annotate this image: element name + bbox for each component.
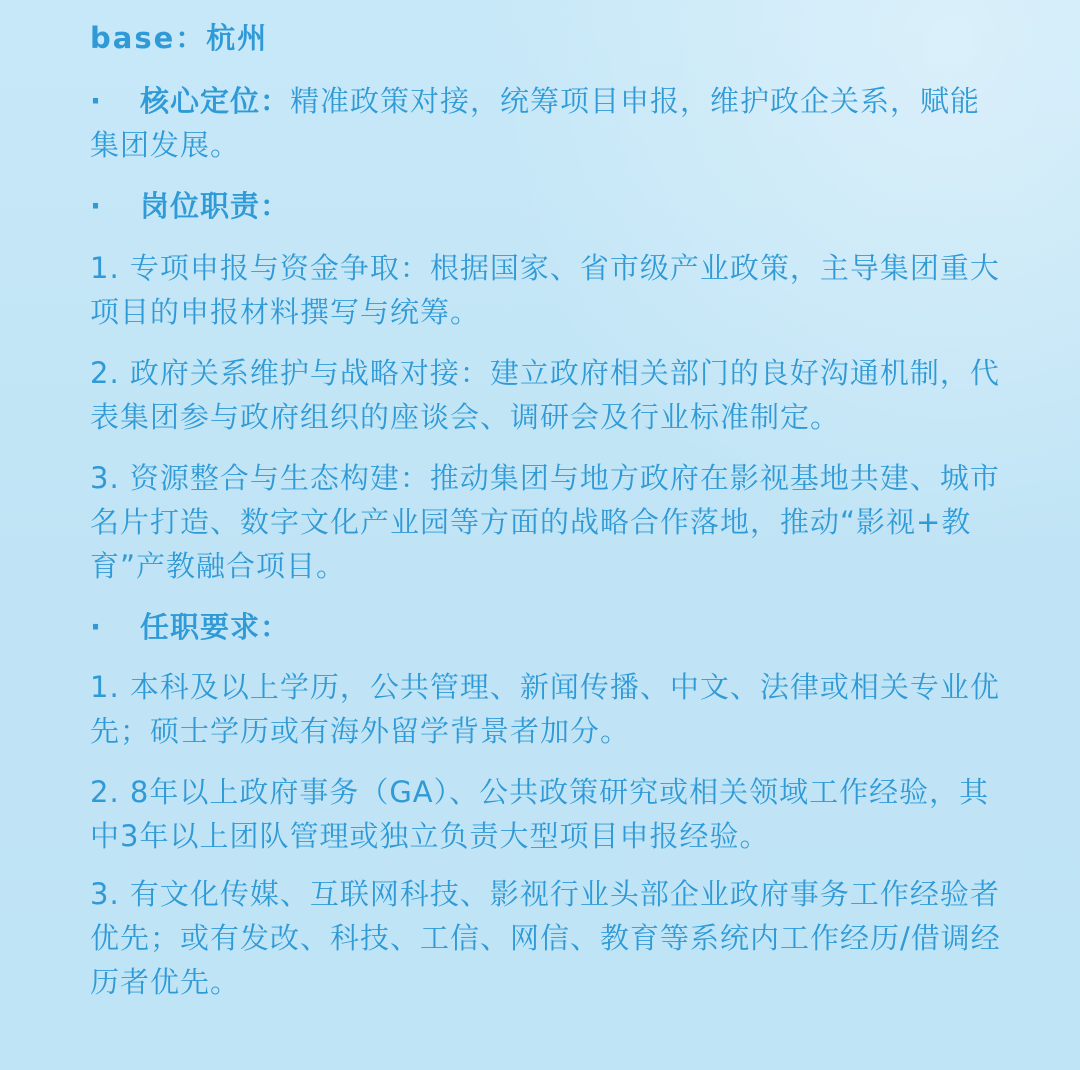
duty-item: 3. 资源整合与生态构建：推动集团与地方政府在影视基地共建、城市名片打造、数字文化产业园等方面的战略合作落地，推动“影视+教育”产教融合项目。 (90, 461, 1000, 583)
bullet-icon: · (90, 84, 103, 118)
requirement-item: 3. 有文化传媒、互联网科技、影视行业头部企业政府事务工作经验者优先；或有发改、科技、工信、网信、教育等系统内工作经历/借调经历者优先。 (90, 877, 1001, 999)
requirement-item: 2. 8年以上政府事务（GA）、公共政策研究或相关领域工作经验，其中3年以上团队管理或独立负责大型项目申报经验。 (90, 775, 990, 853)
requirement-item: 1. 本科及以上学历，公共管理、新闻传播、中文、法律或相关专业优先；硕士学历或有海外留学背景者加分。 (90, 670, 1000, 748)
section-label-duties: 岗位职责： (140, 189, 291, 223)
section-heading-requirements (90, 605, 1010, 649)
section-label-requirements: 任职要求： (140, 610, 291, 644)
core-positioning (90, 79, 1010, 167)
section-heading-duties (90, 184, 1010, 228)
base-location: base：杭州 (90, 21, 269, 55)
bullet-icon: · (90, 610, 103, 644)
duty-item: 1. 专项申报与资金争取：根据国家、省市级产业政策，主导集团重大项目的申报材料撰写与统筹。 (90, 251, 1000, 329)
core-positioning-text: 精准政策对接，统筹项目申报，维护政企关系，赋能集团发展。 (90, 84, 981, 162)
section-label-core: 核心定位： (140, 84, 291, 118)
bullet-icon: · (90, 189, 103, 223)
duty-item: 2. 政府关系维护与战略对接：建立政府相关部门的良好沟通机制，代表集团参与政府组织的座谈会、调研会及行业标准制定。 (90, 356, 1000, 434)
